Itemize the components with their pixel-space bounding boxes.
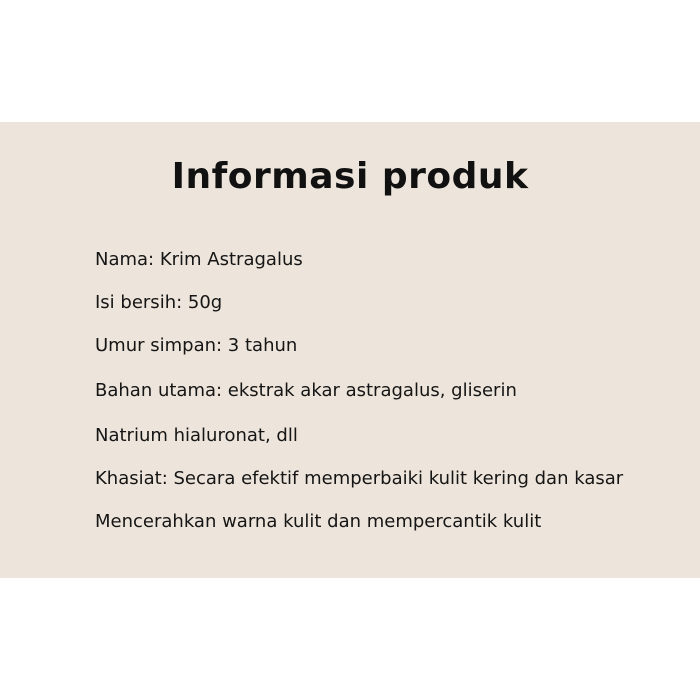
info-line-benefits: Khasiat: Secara efektif memperbaiki kulit kering dan kasar xyxy=(95,468,624,489)
info-line-shelf-life: Umur simpan: 3 tahun xyxy=(95,335,298,356)
page-title: Informasi produk xyxy=(171,156,529,197)
info-line-ingredients-cont: Natrium hialuronat, dll xyxy=(95,425,298,446)
info-line-benefits-cont: Mencerahkan warna kulit dan mempercantik kulit xyxy=(95,511,542,532)
info-line-net-content: Isi bersih: 50g xyxy=(95,292,223,313)
info-line-name: Nama: Krim Astragalus xyxy=(95,249,303,270)
info-line-ingredients: Bahan utama: ekstrak akar astragalus, gliserin xyxy=(95,380,517,401)
